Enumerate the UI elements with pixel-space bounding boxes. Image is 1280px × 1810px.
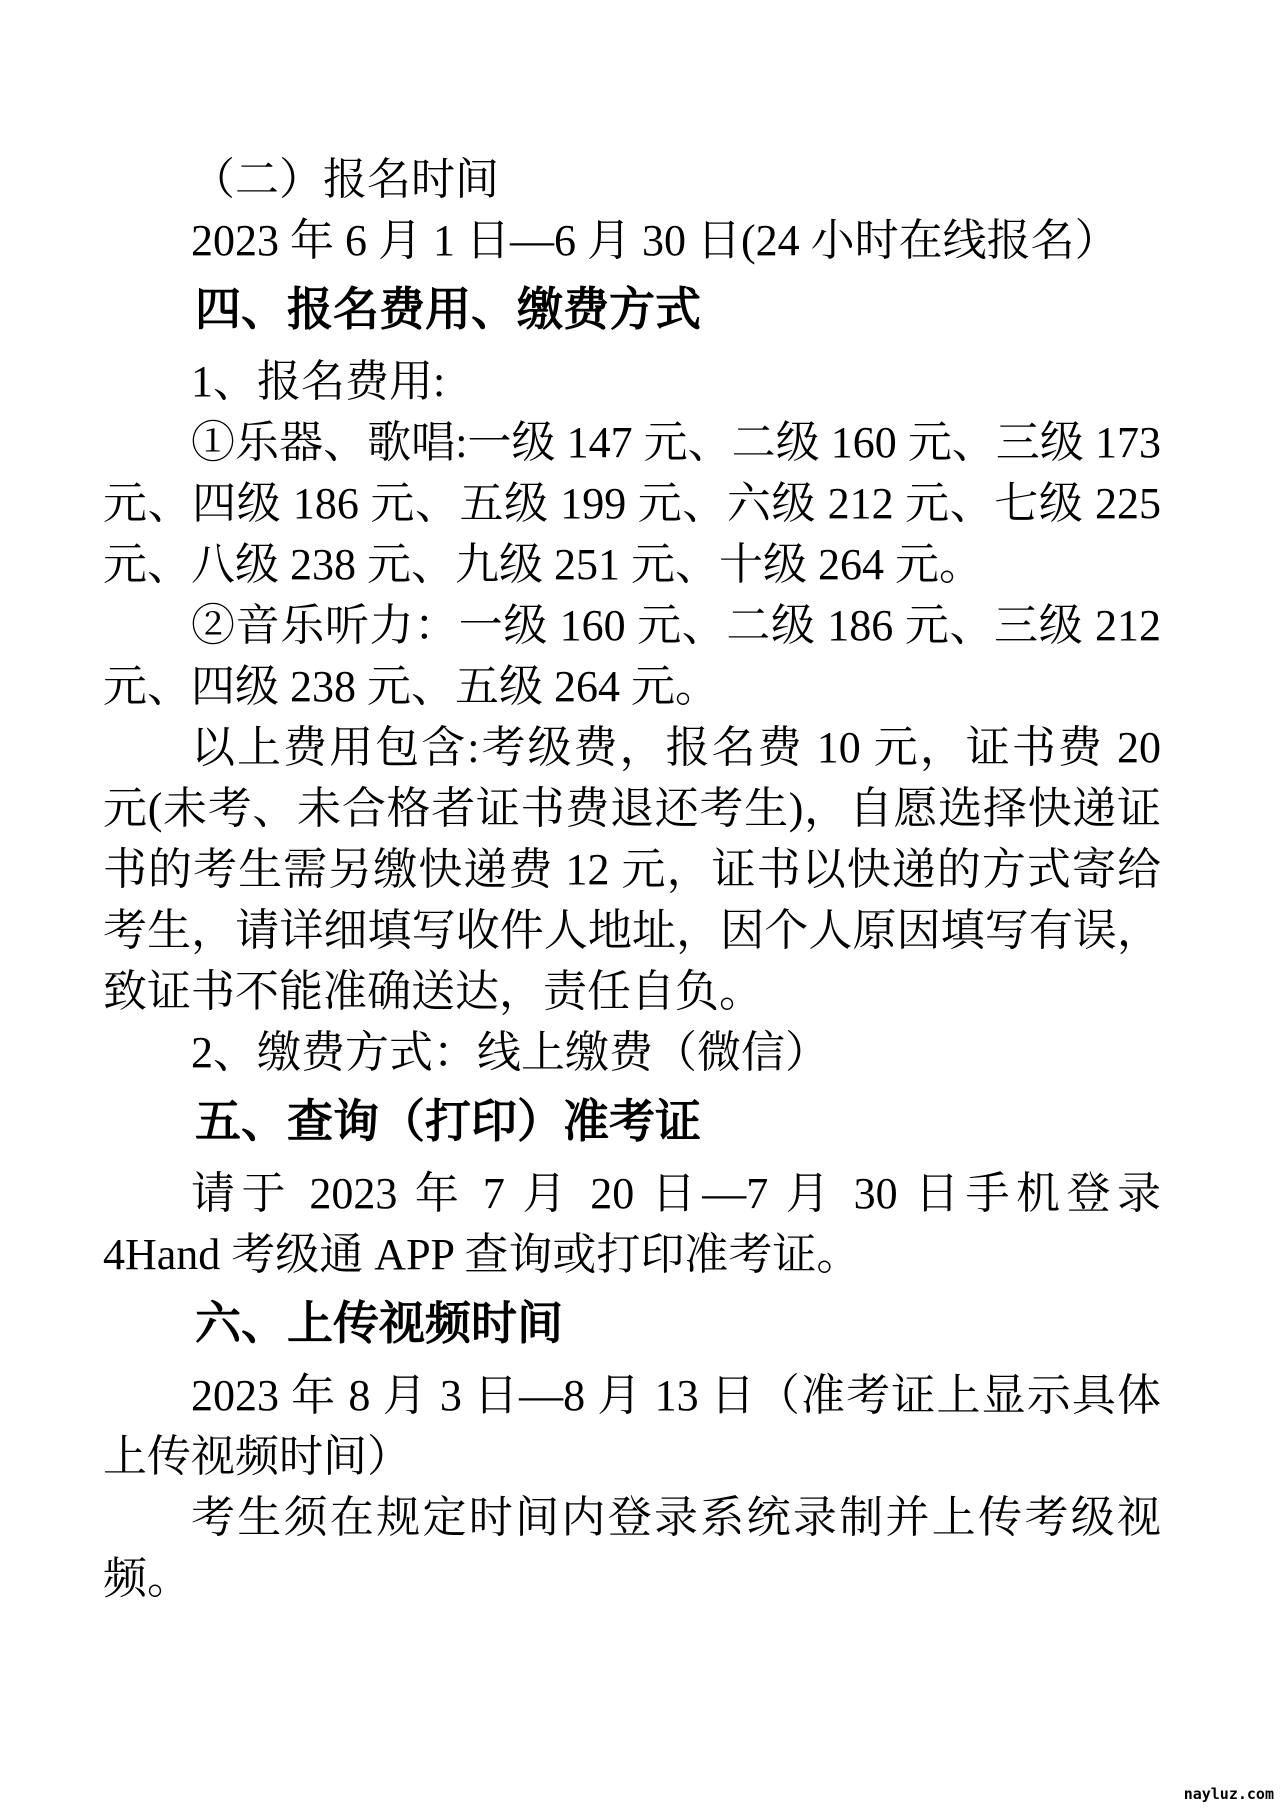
- document-body: [103, 149, 1161, 1609]
- paragraph-ticket-query-dates: 请于 2023 年 7 月 20 日—7 月 30 日手机登录 4Hand 考级通 APP 查询或打印准考证。: [103, 1169, 1161, 1279]
- paragraph-fees-label: 1、报名费用:: [191, 357, 446, 406]
- paragraph-instrument-vocal-fees: ①乐器、歌唱:一级 147 元、二级 160 元、三级 173 元、四级 186 元、五级 199 元、六级 212 元、七级 225 元、八级 238 元、九级 251 元、十级 264 元。: [103, 418, 1161, 589]
- heading-section4-fees-payment: 四、报名费用、缴费方式: [195, 283, 701, 335]
- paragraph-upload-dates: 2023 年 8 月 3 日—8 月 13 日（准考证上显示具体上传视频时间）: [103, 1371, 1161, 1481]
- paragraph-payment-method: 2、缴费方式：线上缴费（微信）: [191, 1028, 829, 1077]
- paragraph-music-listening-fees: ②音乐听力：一级 160 元、二级 186 元、三级 212 元、四级 238 元、五级 264 元。: [103, 601, 1161, 711]
- heading-section6-upload-video-time: 六、上传视频时间: [195, 1297, 563, 1349]
- paragraph-fee-inclusions: 以上费用包含:考级费，报名费 10 元，证书费 20 元(未考、未合格者证书费退还考生)，自愿选择快递证书的考生需另缴快递费 12 元，证书以快递的方式寄给考生，请详细填写收件人地址，因个人原因填写有误，致证书不能准确送达，责任自负。: [103, 723, 1161, 1016]
- paragraph-upload-requirement: 考生须在规定时间内登录系统录制并上传考级视频。: [103, 1493, 1161, 1603]
- paragraph-registration-dates: 2023 年 6 月 1 日—6 月 30 日(24 小时在线报名）: [191, 216, 1119, 265]
- paragraph-section2-registration-time: （二）报名时间: [191, 155, 499, 204]
- watermark: nayluz.com: [1183, 1785, 1274, 1803]
- heading-section5-admission-ticket: 五、查询（打印）准考证: [195, 1095, 701, 1147]
